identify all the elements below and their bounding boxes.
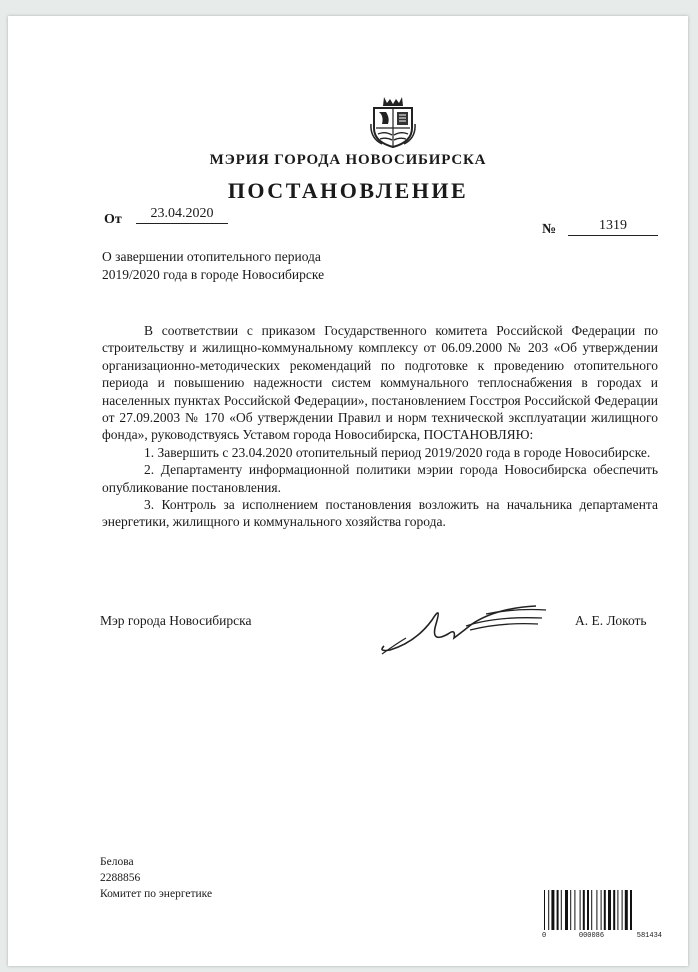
- body-item-2: 2. Департаменту информационной политики мэрии города Новосибирска обеспечить опубликование постановления.: [102, 462, 658, 495]
- signatory-role: Мэр города Новосибирска: [100, 613, 252, 628]
- organization-title: МЭРИЯ ГОРОДА НОВОСИБИРСКА: [209, 152, 487, 168]
- body-item-1: 1. Завершить с 23.04.2020 отопительный период 2019/2020 года в городе Новосибирске.: [144, 444, 651, 460]
- subject-line-1: О завершении отопительного периода: [102, 249, 321, 264]
- handwritten-signature: [376, 594, 556, 656]
- barcode-digits-middle: 000086: [578, 932, 605, 940]
- document-number: 1319: [568, 218, 658, 236]
- body-preamble: В соответствии с приказом Государственного комитета Российской Федерации по строительству и жилищно-коммунальному комплексу от 06.09.2000 № 203 «Об утверждении организационно-методических рекомендаций по подготовке к проведению отопительного периода и повышению надежности систем коммунального теплоснабжения в городах и населенных пунктах Российской Федерации», постановлением Госстроя Российской Федерации от 27.09.2003 № 170 «Об утверждении Правил и норм технической эксплуатации жилищного фонда», руководствуясь Уставом города Новосибирска, ПОСТАНОВЛЯЮ:: [102, 323, 658, 443]
- barcode-digits-right: 581434: [636, 932, 662, 940]
- document-date: 23.04.2020: [136, 206, 228, 224]
- executor-department: Комитет по энергетике: [100, 888, 213, 900]
- city-coat-of-arms-icon: [370, 94, 416, 148]
- number-label: №: [542, 222, 557, 237]
- body-item-3: 3. Контроль за исполнением постановления возложить на начальника департамента энергетики, жилищного и коммунального хозяйства города.: [102, 497, 658, 530]
- barcode-digits-left: 0: [542, 932, 547, 940]
- barcode: [542, 890, 662, 934]
- signatory-name: А. Е. Локоть: [575, 613, 647, 628]
- executor-phone: 2288856: [100, 872, 141, 884]
- document-body: [102, 322, 658, 531]
- barcode-number: [542, 932, 662, 940]
- document-type-title: ПОСТАНОВЛЕНИЕ: [227, 178, 469, 203]
- document-page: [8, 16, 688, 966]
- executor-info: [100, 854, 212, 902]
- date-label: От: [104, 212, 122, 227]
- document-subject: [102, 248, 422, 284]
- executor-name: Белова: [100, 856, 134, 868]
- subject-line-2: 2019/2020 года в городе Новосибирске: [102, 267, 325, 282]
